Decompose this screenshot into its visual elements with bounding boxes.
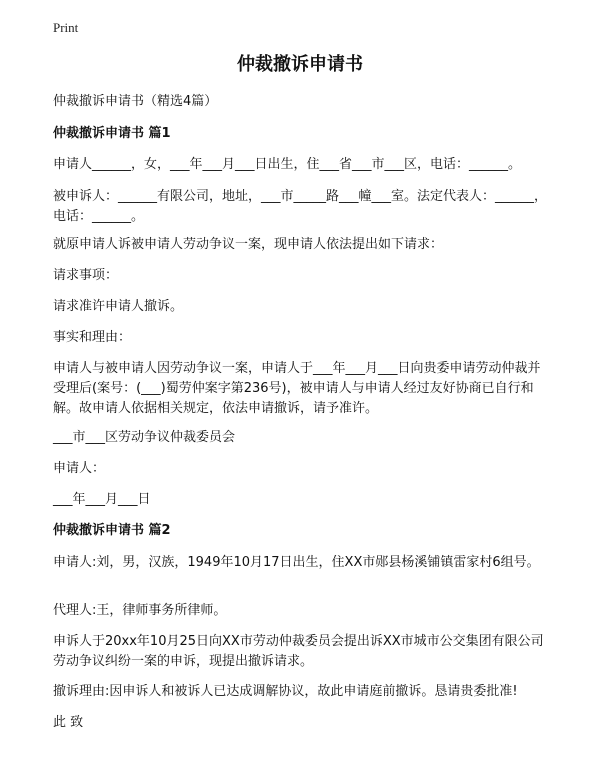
agent-paragraph: 代理人:王，律师事务所律师。 — [53, 603, 227, 618]
applicant-signature-label: 申请人： — [53, 461, 106, 476]
complaint-paragraph: 申诉人于20xx年10月25日向XX市劳动仲裁委员会提出诉XX市城市公交集团有限公司劳动争议纠纷一案的申诉，现提出撤诉请求。 — [53, 634, 544, 669]
section-1-heading: 仲裁撤诉申请书 篇1 — [53, 126, 171, 141]
respondent-paragraph: 被申诉人：______有限公司，地址，___市_____路___幢___室。法定代表人：______，电话：______。 — [53, 189, 548, 224]
section-2-heading: 仲裁撤诉申请书 篇2 — [53, 523, 171, 538]
closing-salutation: 此 致 — [53, 715, 84, 730]
arbitration-committee-line: ___市___区劳动争议仲裁委员会 — [53, 430, 236, 445]
facts-label: 事实和理由： — [53, 330, 132, 345]
applicant-info-paragraph: 申请人:刘，男，汉族，1949年10月17日出生，住XX市郧县杨溪铺镇雷家村6组号。 — [53, 555, 540, 570]
print-link[interactable]: Print — [53, 20, 79, 35]
document-subtitle: 仲裁撤诉申请书（精选4篇） — [53, 94, 218, 109]
document-title: 仲裁撤诉申请书 — [237, 54, 363, 75]
facts-paragraph: 申请人与被申请人因劳动争议一案，申请人于___年___月___日向贵委申请劳动仲裁并受理后(案号：(___)蜀劳仲案字第236号)，被申请人与申请人经过友好协商已自行和解。故申请人依据相关规定，依法申请撤诉，请予准许。 — [53, 361, 541, 416]
applicant-paragraph: 申请人______，女，___年___月___日出生，住___省___市___区，电话：______。 — [53, 157, 522, 172]
request-items-label: 请求事项： — [53, 268, 119, 283]
withdrawal-reason-paragraph: 撤诉理由:因申诉人和被诉人已达成调解协议，故此申请庭前撤诉。恳请贵委批准! — [53, 684, 518, 699]
request-item-text: 请求准许申请人撤诉。 — [53, 299, 184, 314]
request-intro-paragraph: 就原申请人诉被申请人劳动争议一案，现申请人依法提出如下请求： — [53, 237, 444, 252]
date-line: ___年___月___日 — [53, 492, 151, 507]
